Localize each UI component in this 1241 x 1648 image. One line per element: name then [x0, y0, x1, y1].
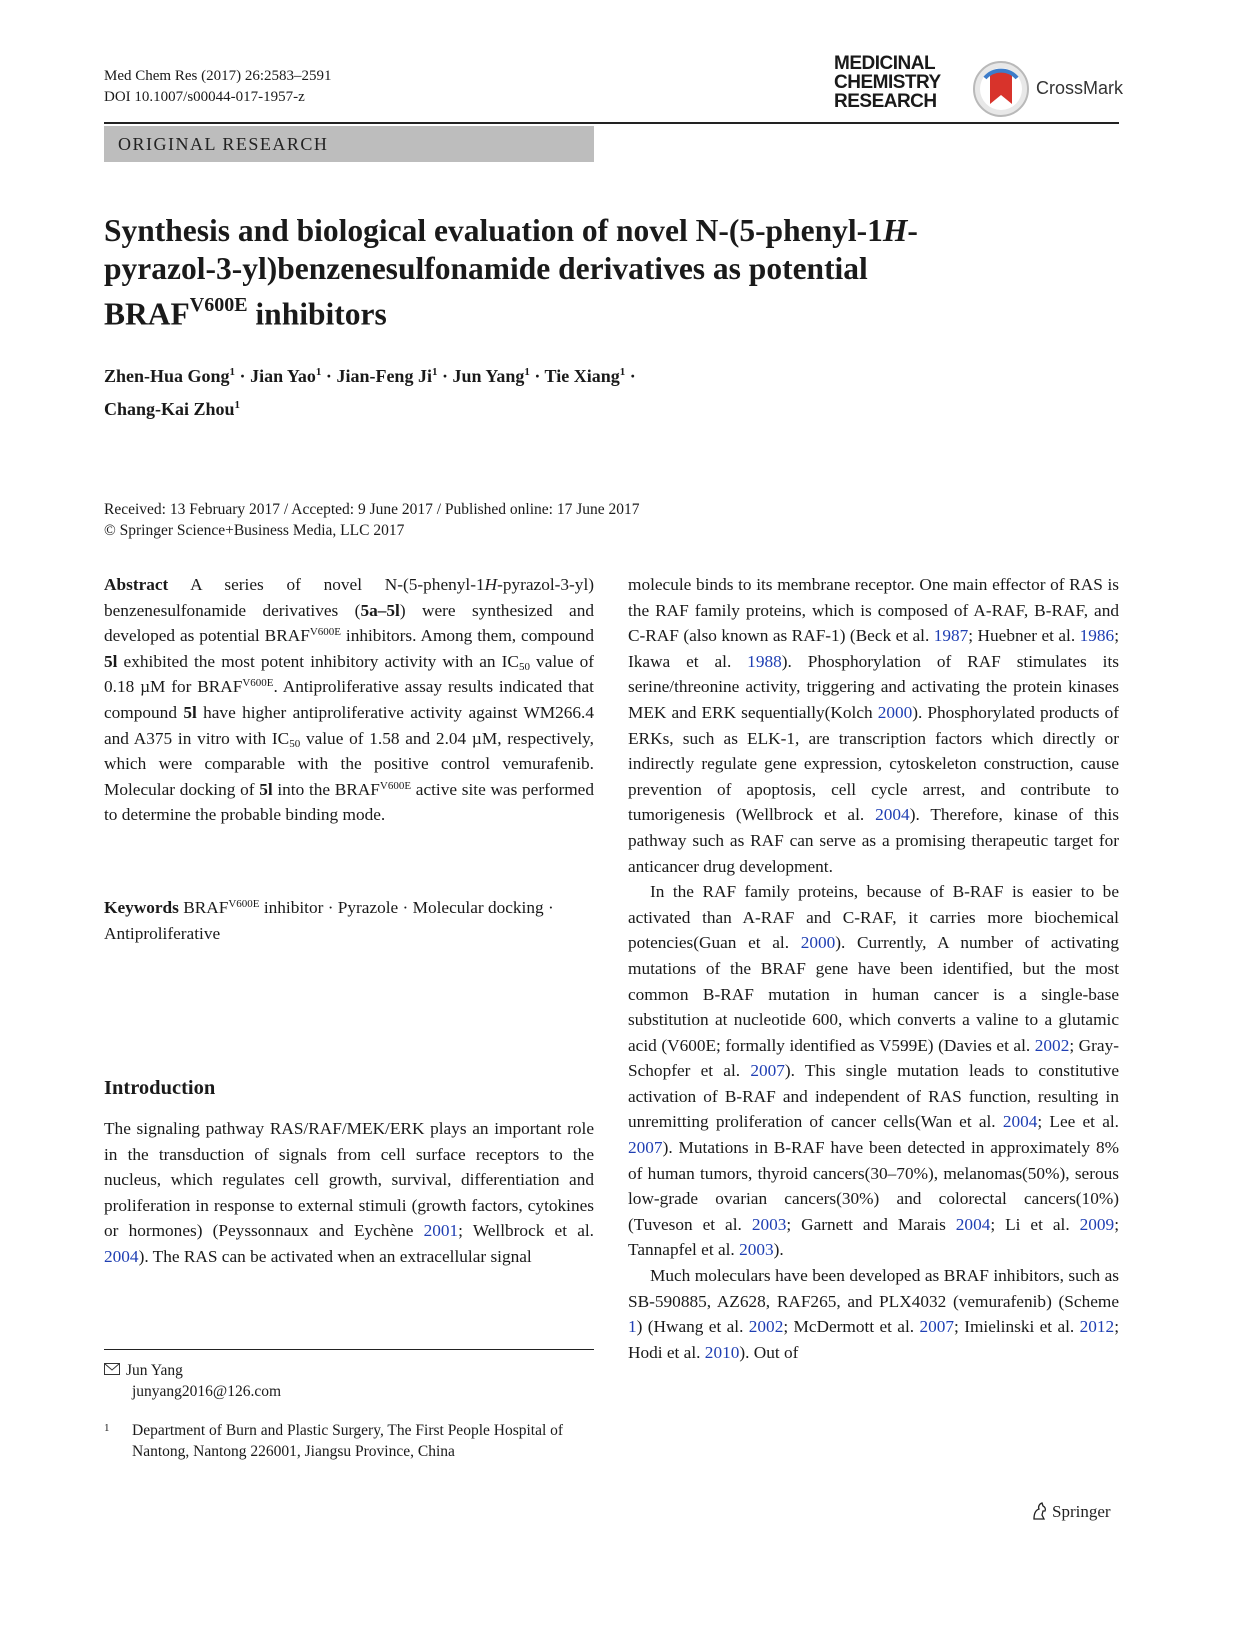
citation-link[interactable]: 2010	[704, 1342, 740, 1362]
publisher-footer	[1030, 1501, 1111, 1522]
envelope-icon	[104, 1363, 120, 1375]
copyright-line: © Springer Science+Business Media, LLC 2017	[104, 522, 405, 539]
citation-link[interactable]: 2000	[800, 933, 836, 953]
dates-line: Received: 13 February 2017 / Accepted: 9 June 2017 / Published online: 17 June 2017	[104, 501, 640, 518]
scheme-link[interactable]: 1	[628, 1317, 637, 1337]
citation-link[interactable]: 2002	[1034, 1035, 1070, 1055]
logo-line3: RESEARCH	[834, 91, 937, 112]
citation-link[interactable]: 2007	[919, 1317, 955, 1337]
title-braf: BRAF	[104, 296, 190, 332]
publisher-name: Springer	[1052, 1502, 1111, 1521]
crossmark-icon[interactable]	[972, 60, 1030, 118]
author[interactable]: Tie Xiang$^1$	[544, 366, 626, 386]
title-braf-sup: V600E	[189, 294, 248, 316]
abstract-label: Abstract	[104, 575, 169, 594]
affiliation-text: Department of Burn and Plastic Surgery, The First People Hospital of Nantong, Nantong 226001, Jiangsu Province, China	[132, 1422, 564, 1460]
email-link[interactable]: junyang2016@126.com	[132, 1383, 282, 1400]
header-rule	[104, 122, 1119, 124]
citation-link[interactable]: 2003	[751, 1214, 787, 1234]
article-title	[104, 212, 1104, 334]
citation-link[interactable]: 2004	[1002, 1112, 1038, 1132]
citation-link[interactable]: 2000	[877, 702, 913, 722]
paragraph: Much moleculars have been developed as BRAF inhibitors, such as SB-590885, AZ628, RAF265, and PLX4032 (vemurafenib) (Scheme 1) (Hwang et al. 2002; McDermott et al. 2007; Imielinski et al. 2012; Hodi et al. 2010). Out of	[628, 1266, 1119, 1362]
right-column	[628, 572, 1119, 1365]
citation-link[interactable]: 2004	[875, 805, 910, 825]
introduction-paragraph: The signaling pathway RAS/RAF/MEK/ERK plays an important role in the transduction of signals from cell surface receptors to the nucleus, which regulates cell growth, survival, differentiation and proliferation in response to external stimuli (growth factors, cytokines or hormones) (Peyssonnaux and Eychène 2001; Wellbrock et al. 2004). The RAS can be activated when an extracellular signal	[104, 1119, 594, 1266]
citation-link[interactable]: 2001	[423, 1221, 459, 1241]
author[interactable]: Jian-Feng Ji$^1$	[336, 366, 438, 386]
author[interactable]: Zhen-Hua Gong$^1$	[104, 366, 236, 386]
author[interactable]: Chang-Kai Zhou$^1$	[104, 399, 241, 419]
citation-link[interactable]: 2007	[750, 1061, 785, 1081]
citation-link[interactable]: 2004	[955, 1214, 991, 1234]
author[interactable]: Jian Yao$^1$	[250, 366, 322, 386]
citation-link[interactable]: 2003	[739, 1240, 774, 1260]
author-list: Zhen-Hua Gong$^1$ · Jian Yao$^1$ · Jian-Feng $Ji^1$ · Jun Yang$^1$ · Tie Xiang$^1$ · Chang-Kai Zhou$^1$	[104, 366, 636, 419]
corresponding-name: Jun Yang	[126, 1362, 183, 1379]
journal-citation: Med Chem Res (2017) 26:2583–2591	[104, 68, 332, 84]
section-label: ORIGINAL RESEARCH	[104, 126, 594, 162]
journal-logo	[834, 54, 941, 111]
title-text: Synthesis and biological evaluation of novel N-(5-phenyl-1	[104, 213, 883, 248]
crossmark-label[interactable]: CrossMark	[1036, 78, 1124, 98]
citation-link[interactable]: 1986	[1079, 626, 1115, 646]
logo-line2: CHEMISTRY	[834, 72, 941, 93]
journal-info	[104, 66, 331, 108]
title-inhibitors: inhibitors	[247, 296, 387, 332]
citation-link[interactable]: 1988	[747, 651, 782, 671]
title-line2: pyrazol-3-yl)benzenesulfonamide derivatives as potential	[104, 251, 868, 286]
citation-link[interactable]: 2012	[1079, 1317, 1115, 1337]
title-italic-h: H	[882, 213, 908, 248]
introduction-heading: Introduction	[104, 1077, 216, 1099]
paragraph: In the RAF family proteins, because of B-RAF is easier to be activated than A-RAF and C-RAF, it carries more biochemical potencies(Guan et al. 2000). Currently, A number of activating mutations of the BRAF gene have been identified, but the most common B-RAF mutation in human cancer is a single-base substitution at nucleotide 600, which converts a valine to a glutamic acid (V600E; formally identified as V599E) (Davies et al. 2002; Gray-Schopfer et al. 2007). This single mutation leads to constitutive activation of B-RAF and independent of RAS function, resulting in unremitting proliferation of cancer cells(Wan et al. 2004; Lee et al. 2007). Mutations in B-RAF have been detected in approximately 8% of human tumors, thyroid cancers(30–70%), melanomas(50%), serous low-grade ovarian cancers(30%) and colorectal cancers(10%) (Tuveson et al. 2003; Garnett and Marais 2004; Li et al. 2009; Tannapfel et al. 2003).	[628, 882, 1120, 1260]
citation-link[interactable]: 2002	[748, 1317, 784, 1337]
author[interactable]: Jun Yang$^1$	[452, 366, 530, 386]
logo-line1: MEDICINAL	[834, 53, 936, 74]
affiliation	[104, 1420, 594, 1462]
citation-link[interactable]: 2009	[1079, 1214, 1115, 1234]
citation-link[interactable]: 2007	[628, 1138, 663, 1158]
keywords: Keywords $BRAF^{V600E}$ inhibitor · Pyrazole · Molecular docking · Antiproliferative	[104, 898, 554, 943]
corresponding-author	[104, 1360, 281, 1402]
springer-horse-icon	[1030, 1501, 1048, 1521]
publication-dates	[104, 499, 640, 541]
keywords-label: Keywords	[104, 898, 179, 917]
citation-link[interactable]: 2004	[104, 1246, 139, 1266]
title-hyphen: -	[907, 213, 918, 248]
citation-link[interactable]: 1987	[933, 626, 969, 646]
paragraph: molecule binds to its membrane receptor. One main effector of RAS is the RAF family proteins, which is composed of A-RAF, B-RAF, and C-RAF (also known as RAF-1) (Beck et al. 1987; Huebner et al. 1986; Ikawa et al. 1988). Phosphorylation of RAF stimulates its serine/threonine activity, triggering and activating the protein kinases MEK and ERK sequentially(Kolch 2000). Phosphorylated products of ERKs, such as ELK-1, are transcription factors which directly or indirectly regulate gene expression, cytoskeleton construction, cause prevention of apoptosis, cell cycle arrest, and contribute to tumorigenesis (Wellbrock et al. 2004). Therefore, kinase of this pathway such as RAF can serve as a promising therapeutic target for anticancer drug development.	[628, 575, 1119, 876]
abstract: Abstract A series of novel N-(5-phenyl-1H-pyrazol-3-yl) benzenesulfonamide derivatives (5a–5l) were synthesized and developed as potential $BRAF^{V600E}$ inhibitors. Among them, compound 5l exhibited the most potent inhibitory activity with an $IC_{50}$ value of 0.18 µM for $BRAF^{V600E}$. Antiproliferative assay results indicated that compound 5l have higher antiproliferative activity against WM266.4 and A375 in vitro with $IC_{50}$ value of 1.58 and 2.04 µM, respectively, which were comparable with the positive control vemurafenib. Molecular docking of 5l into the $BRAF^{V600E}$ active site was performed to determine the probable binding mode.	[104, 575, 594, 825]
affiliation-number: 1	[104, 1422, 110, 1434]
doi: DOI 10.1007/s00044-017-1957-z	[104, 89, 305, 105]
footnote-rule	[104, 1349, 594, 1350]
